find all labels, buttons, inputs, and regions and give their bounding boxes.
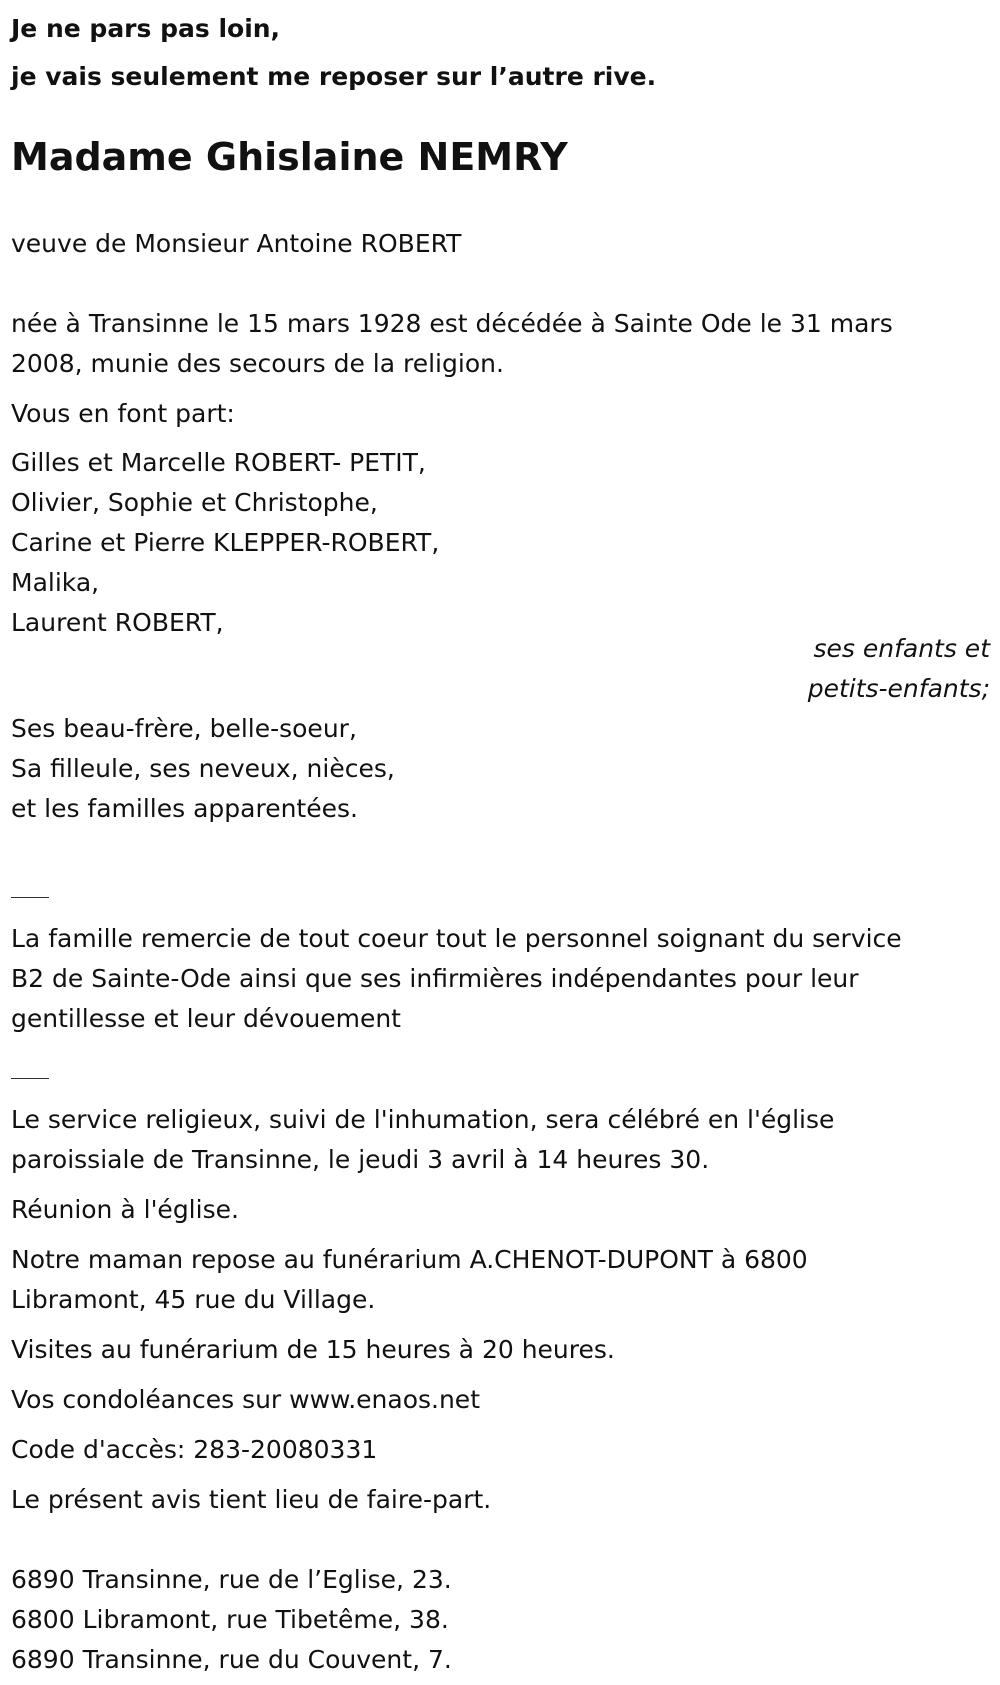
separator bbox=[11, 897, 49, 898]
family-member: Laurent ROBERT, bbox=[11, 608, 224, 637]
family-relation-line-2: petits-enfants; bbox=[807, 674, 990, 703]
service-line-1: Le service religieux, suivi de l'inhumation, sera célébré en l'église bbox=[11, 1105, 835, 1134]
address-line: 6890 Transinne, rue de l’Eglise, 23. bbox=[11, 1565, 452, 1594]
birth-death-line-1: née à Transinne le 15 mars 1928 est décédée à Sainte Ode le 31 mars bbox=[11, 309, 893, 338]
condolences-line: Vos condoléances sur www.enaos.net bbox=[11, 1385, 480, 1414]
family-member: Gilles et Marcelle ROBERT- PETIT, bbox=[11, 448, 426, 477]
meeting-line: Réunion à l'église. bbox=[11, 1195, 239, 1224]
deceased-name: Madame Ghislaine NEMRY bbox=[11, 135, 568, 179]
family-relation-line-1: ses enfants et bbox=[813, 634, 990, 663]
separator bbox=[11, 1078, 49, 1079]
funerarium-line-1: Notre maman repose au funérarium A.CHENOT-DUPONT à 6800 bbox=[11, 1245, 808, 1274]
extended-family-line: Ses beau-frère, belle-soeur, bbox=[11, 714, 357, 743]
address-line: 6890 Transinne, rue du Couvent, 7. bbox=[11, 1645, 452, 1674]
epigraph-line-2: je vais seulement me reposer sur l’autre rive. bbox=[11, 62, 657, 91]
extended-family-line: et les familles apparentées. bbox=[11, 794, 358, 823]
thanks-line: gentillesse et leur dévouement bbox=[11, 1004, 401, 1033]
family-member: Olivier, Sophie et Christophe, bbox=[11, 488, 378, 517]
extended-family-line: Sa filleule, ses neveux, nièces, bbox=[11, 754, 395, 783]
thanks-line: B2 de Sainte-Ode ainsi que ses infirmières indépendantes pour leur bbox=[11, 964, 859, 993]
thanks-line: La famille remercie de tout coeur tout le personnel soignant du service bbox=[11, 924, 902, 953]
funerarium-line-2: Libramont, 45 rue du Village. bbox=[11, 1285, 376, 1314]
notice-line: Le présent avis tient lieu de faire-part. bbox=[11, 1485, 492, 1514]
family-member: Malika, bbox=[11, 568, 100, 597]
visits-line: Visites au funérarium de 15 heures à 20 heures. bbox=[11, 1335, 615, 1364]
announcement-intro: Vous en font part: bbox=[11, 399, 235, 428]
access-code-line: Code d'accès: 283-20080331 bbox=[11, 1435, 378, 1464]
birth-death-line-2: 2008, munie des secours de la religion. bbox=[11, 349, 504, 378]
address-line: 6800 Libramont, rue Tibetême, 38. bbox=[11, 1605, 449, 1634]
spouse-line: veuve de Monsieur Antoine ROBERT bbox=[11, 229, 462, 258]
service-line-2: paroissiale de Transinne, le jeudi 3 avril à 14 heures 30. bbox=[11, 1145, 710, 1174]
epigraph-line-1: Je ne pars pas loin, bbox=[11, 14, 281, 43]
family-member: Carine et Pierre KLEPPER-ROBERT, bbox=[11, 528, 440, 557]
